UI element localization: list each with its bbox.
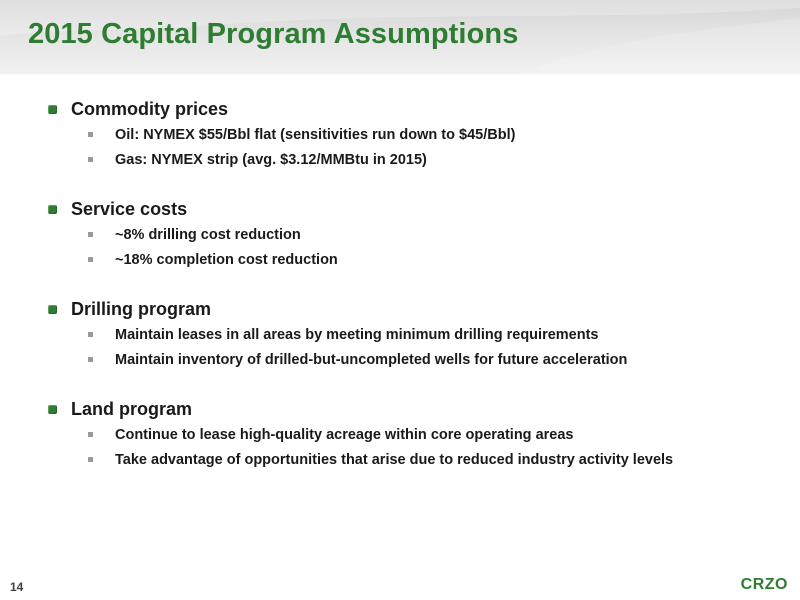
list-item-text: ~8% drilling cost reduction (115, 226, 301, 243)
page-number: 14 (10, 580, 24, 594)
section-heading-row (48, 296, 768, 322)
list-item (48, 422, 768, 447)
list-item-text: ~18% completion cost reduction (115, 251, 338, 268)
list-item (48, 147, 768, 172)
gray-square-bullet-icon (88, 432, 93, 437)
list-item (48, 247, 768, 272)
section-heading: Drilling program (71, 298, 212, 319)
section-heading-row (48, 396, 768, 422)
list-item (48, 447, 768, 472)
section-heading: Commodity prices (71, 98, 229, 119)
section-heading: Service costs (71, 198, 188, 219)
gray-square-bullet-icon (88, 232, 93, 237)
section-land-program (48, 396, 768, 472)
section-service-costs (48, 196, 768, 272)
list-item-text: Gas: NYMEX strip (avg. $3.12/MMBtu in 2015) (115, 151, 427, 168)
gray-square-bullet-icon (88, 457, 93, 462)
gray-square-bullet-icon (88, 257, 93, 262)
green-square-bullet-icon (48, 305, 57, 314)
slide-content (48, 96, 768, 496)
list-item (48, 222, 768, 247)
gray-square-bullet-icon (88, 332, 93, 337)
list-item-text: Continue to lease high-quality acreage within core operating areas (115, 426, 574, 443)
section-heading-row (48, 96, 768, 122)
list-item (48, 347, 768, 372)
green-square-bullet-icon (48, 405, 57, 414)
list-item-text: Take advantage of opportunities that arise due to reduced industry activity levels (115, 451, 674, 468)
slide-title: 2015 Capital Program Assumptions (28, 18, 519, 50)
section-commodity-prices (48, 96, 768, 172)
gray-square-bullet-icon (88, 357, 93, 362)
list-item (48, 322, 768, 347)
header-banner (0, 0, 800, 74)
list-item (48, 122, 768, 147)
gray-square-bullet-icon (88, 132, 93, 137)
list-item-text: Oil: NYMEX $55/Bbl flat (sensitivities run down to $45/Bbl) (115, 126, 516, 143)
green-square-bullet-icon (48, 105, 57, 114)
company-logo: CRZO (740, 576, 788, 593)
section-heading-row (48, 196, 768, 222)
gray-square-bullet-icon (88, 157, 93, 162)
green-square-bullet-icon (48, 205, 57, 214)
list-item-text: Maintain inventory of drilled-but-uncompleted wells for future acceleration (115, 351, 628, 368)
list-item-text: Maintain leases in all areas by meeting minimum drilling requirements (115, 326, 599, 343)
section-drilling-program (48, 296, 768, 372)
section-heading: Land program (71, 398, 193, 419)
